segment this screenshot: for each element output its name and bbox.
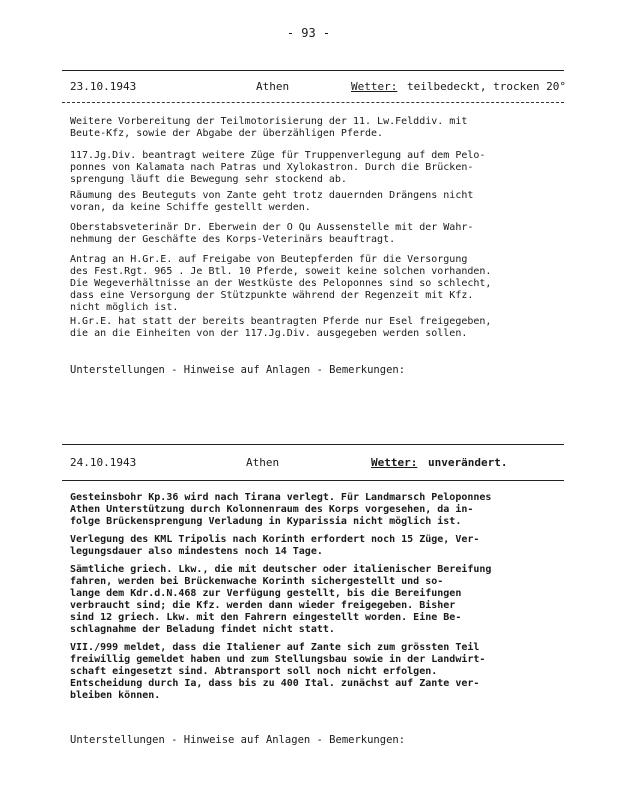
entry-line: Antrag an H.Gr.E. auf Freigabe von Beutepferden für die Versorgung: [70, 254, 468, 265]
entry-line: Räumung des Beuteguts von Zante geht trotz dauernden Drängens nicht: [70, 190, 474, 201]
journal-entry: [70, 254, 570, 314]
entry-line: dass eine Versorgung der Stützpunkte während der Regenzeit mit Kfz.: [70, 290, 474, 301]
entry-line: schlagnahme der Beladung findet nicht statt.: [70, 624, 335, 635]
journal-entry: [70, 116, 570, 140]
entry-line: Die Wegeverhältnisse an der Westküste des Peloponnes sind so schlecht,: [70, 278, 492, 289]
entry-line: voran, da keine Schiffe gestellt werden.: [70, 202, 311, 213]
entry-line: ponnes von Kalamata nach Patras und Xylokastron. Durch die Brücken-: [70, 162, 474, 173]
weather-label: Wetter:: [351, 80, 398, 93]
section-header-rule: [62, 102, 564, 103]
entry-line: freiwillig gemeldet haben und zum Stellungsbau sowie in der Landwirt-: [70, 654, 486, 665]
entry-line: 117.Jg.Div. beantragt weitere Züge für Truppenverlegung auf dem Pelo-: [70, 150, 486, 161]
entry-line: Weitere Vorbereitung der Teilmotorisierung der 11. Lw.Felddiv. mit: [70, 116, 468, 127]
entry-line: H.Gr.E. hat statt der bereits beantragten Pferde nur Esel freigegeben,: [70, 316, 492, 327]
journal-entry: [70, 642, 570, 702]
journal-entry: [70, 222, 570, 246]
entry-line: Beute-Kfz, sowie der Abgabe der überzähligen Pferde.: [70, 128, 384, 139]
entry-line: legungsdauer also mindestens noch 14 Tage.: [70, 546, 323, 557]
entry-line: lange dem Kdr.d.N.468 zur Verfügung gestellt, bis die Bereifungen: [70, 588, 462, 599]
entry-line: folge Brückensprengung Verladung in Kyparissia nicht möglich ist.: [70, 516, 462, 527]
entry-line: Sämtliche griech. Lkw., die mit deutscher oder italienischer Bereifung: [70, 564, 492, 575]
entry-line: verbraucht sind; die Kfz. werden dann wieder freigegeben. Bisher: [70, 600, 456, 611]
entry-line: Verlegung des KML Tripolis nach Korinth erfordert noch 15 Züge, Ver-: [70, 534, 480, 545]
weather-value: teilbedeckt, trocken 20°: [407, 80, 566, 93]
entry-line: Athen Unterstützung durch Kolonnenraum des Korps vorgesehen, da in-: [70, 504, 474, 515]
journal-entry: [70, 564, 570, 636]
entry-date: 23.10.1943: [70, 80, 137, 93]
entry-line: Entscheidung durch Ia, dass bis zu 400 Ital. zunächst auf Zante ver-: [70, 678, 480, 689]
entry-line: die an die Einheiten von der 117.Jg.Div. ausgegeben werden sollen.: [70, 328, 468, 339]
entry-place: Athen: [246, 456, 280, 469]
entry-line: nicht möglich ist.: [70, 302, 179, 313]
entry-line: Oberstabsveterinär Dr. Eberwein der O Qu Aussenstelle mit der Wahr-: [70, 222, 474, 233]
section-header: [70, 80, 570, 96]
journal-entry: [70, 492, 570, 528]
section-top-rule: [62, 444, 564, 445]
entry-line: Gesteinsbohr Kp.36 wird nach Tirana verlegt. Für Landmarsch Peloponnes: [70, 492, 492, 503]
section-header-rule: [62, 480, 564, 481]
page-number: - 93 -: [286, 26, 331, 40]
section-top-rule: [62, 70, 564, 71]
journal-entry: [70, 316, 570, 340]
journal-entry: [70, 150, 570, 186]
weather-label: Wetter:: [371, 456, 418, 469]
entry-line: sprengung läuft die Bewegung sehr stockend ab.: [70, 174, 347, 185]
entry-place: Athen: [256, 80, 290, 93]
entry-line: VII./999 meldet, dass die Italiener auf Zante sich zum grössten Teil: [70, 642, 480, 653]
entry-line: des Fest.Rgt. 965 . Je Btl. 10 Pferde, soweit keine solchen vorhanden.: [70, 266, 492, 277]
weather-value: unverändert.: [428, 456, 508, 469]
section-footer: Unterstellungen - Hinweise auf Anlagen - Bemerkungen:: [70, 734, 406, 746]
entry-line: schaft eingesetzt sind. Abtransport soll noch nicht erfolgen.: [70, 666, 438, 677]
journal-entry: [70, 534, 570, 558]
section-footer: Unterstellungen - Hinweise auf Anlagen - Bemerkungen:: [70, 364, 406, 376]
entry-line: fahren, werden bei Brückenwache Korinth sichergestellt und so-: [70, 576, 444, 587]
entry-line: sind 12 griech. Lkw. mit den Fahrern eingestellt worden. Eine Be-: [70, 612, 462, 623]
entry-date: 24.10.1943: [70, 456, 137, 469]
section-header: [70, 456, 570, 472]
journal-entry: [70, 190, 570, 214]
entry-line: bleiben können.: [70, 690, 161, 701]
entry-line: nehmung der Geschäfte des Korps-Veterinärs beauftragt.: [70, 234, 396, 245]
